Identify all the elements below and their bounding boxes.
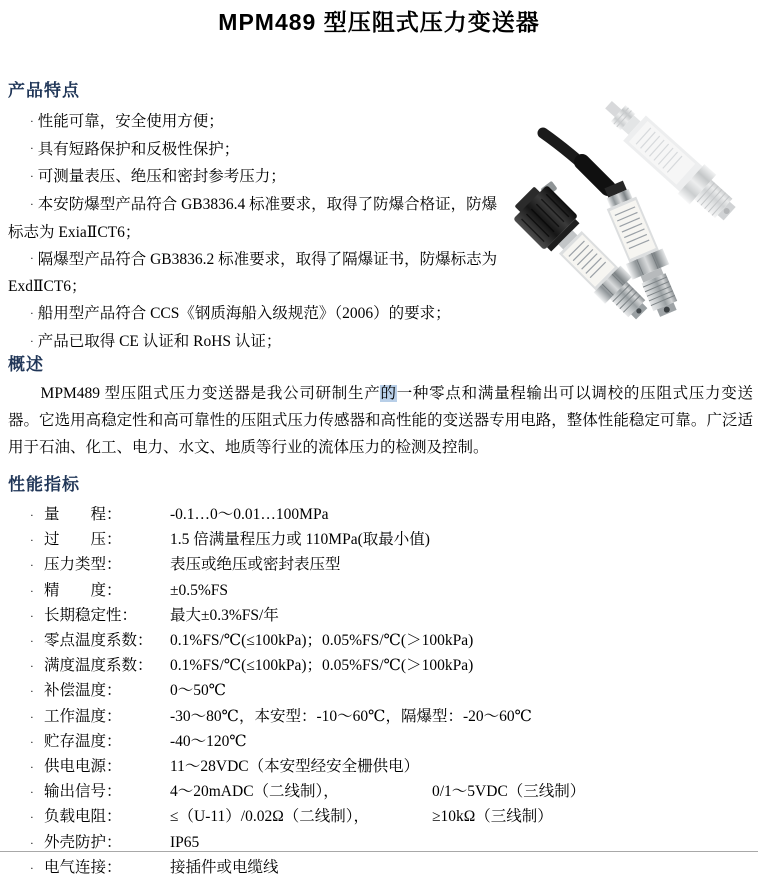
spec-row bbox=[8, 579, 753, 604]
overview-text-after: 一种零点和满量程输出可以调校的压阻式压力变送器。它选用高稳定性和高可靠性的压阻式压力传感器和高性能的变送器专用电路，整体性能稳定可靠。广泛适用于石油、化工、电力、水文、地质等行业的流体压力的检测及控制。 bbox=[8, 385, 753, 456]
spec-value: 0.1%FS/℃(≤100kPa)；0.05%FS/℃(＞100kPa) bbox=[170, 657, 474, 675]
bullet-icon: · bbox=[30, 862, 34, 875]
bottom-divider bbox=[0, 851, 758, 852]
spec-label: 压力类型： bbox=[44, 556, 122, 574]
bullet-icon: · bbox=[30, 837, 34, 850]
specs-heading: 性能指标 bbox=[8, 475, 80, 494]
spec-label: 精 度： bbox=[44, 581, 122, 599]
spec-row bbox=[8, 831, 753, 856]
spec-value: -40～120℃ bbox=[170, 732, 247, 750]
spec-value: 最大±0.3%FS/年 bbox=[170, 606, 279, 624]
feature-item bbox=[8, 300, 500, 328]
bullet-icon: · bbox=[30, 812, 34, 825]
section-overview bbox=[8, 350, 753, 461]
spec-row bbox=[8, 705, 753, 730]
spec-value: 11～28VDC（本安型经安全栅供电） bbox=[170, 758, 420, 776]
bullet-icon: · bbox=[30, 762, 34, 775]
feature-text: 隔爆型产品符合 GB3836.2 标准要求，取得了隔爆证书，防爆标志为 ExdⅡCT6； bbox=[8, 250, 498, 296]
bullet-icon: · bbox=[30, 171, 34, 184]
bullet-icon: · bbox=[30, 610, 34, 623]
spec-label: 过 压： bbox=[44, 531, 122, 549]
spec-value: ±0.5%FS bbox=[170, 581, 229, 599]
spec-label: 满度温度系数： bbox=[44, 657, 153, 675]
spec-value: 0～50℃ bbox=[170, 682, 227, 700]
spec-label: 补偿温度： bbox=[44, 682, 122, 700]
spec-value: IP65 bbox=[170, 833, 200, 851]
spec-label: 外壳防护： bbox=[44, 833, 122, 851]
overview-text-before: MPM489 型压阻式压力变送器是我公司研制生产 bbox=[40, 385, 381, 402]
spec-row bbox=[8, 730, 753, 755]
overview-heading: 概述 bbox=[8, 355, 44, 374]
spec-row bbox=[8, 780, 753, 805]
bullet-icon: · bbox=[30, 711, 34, 724]
feature-text: 性能可靠，安全使用方便； bbox=[37, 113, 224, 130]
section-specs bbox=[8, 470, 753, 881]
spec-value: ≤（U-11）/0.02Ω（二线制）， bbox=[170, 808, 369, 826]
spec-label: 贮存温度： bbox=[44, 732, 122, 750]
spec-row bbox=[8, 805, 753, 830]
spec-row bbox=[8, 654, 753, 679]
bullet-icon: · bbox=[30, 661, 34, 674]
bullet-icon: · bbox=[30, 560, 34, 573]
bullet-icon: · bbox=[30, 787, 34, 800]
feature-text: 可测量表压、绝压和密封参考压力； bbox=[37, 168, 286, 186]
feature-item bbox=[8, 136, 500, 164]
spec-row bbox=[8, 629, 753, 654]
spec-row bbox=[8, 553, 753, 578]
spec-label: 量 程： bbox=[44, 506, 122, 523]
features-heading: 产品特点 bbox=[8, 81, 80, 100]
feature-item bbox=[8, 246, 500, 301]
bullet-icon: · bbox=[30, 198, 34, 211]
spec-label: 工作温度： bbox=[44, 707, 122, 725]
spec-row bbox=[8, 755, 753, 780]
spec-value: 0.1%FS/℃(≤100kPa)；0.05%FS/℃(＞100kPa) bbox=[170, 632, 474, 650]
bullet-icon: · bbox=[30, 115, 34, 128]
pressure-transmitters-image bbox=[498, 84, 758, 336]
spec-value-secondary: ≥10kΩ（三线制） bbox=[432, 808, 553, 826]
spec-list bbox=[8, 503, 753, 881]
bullet-icon: · bbox=[30, 143, 34, 156]
spec-label: 电气连接： bbox=[44, 858, 122, 876]
spec-label: 长期稳定性： bbox=[44, 606, 138, 624]
bullet-icon: · bbox=[30, 686, 34, 699]
highlighted-character: 的 bbox=[380, 385, 397, 402]
document-title: MPM489 型压阻式压力变送器 bbox=[218, 9, 540, 35]
bullet-icon: · bbox=[30, 736, 34, 749]
feature-text: 船用型产品符合 CCS《钢质海船入级规范》（2006）的要求； bbox=[37, 305, 451, 323]
spec-value: 接插件或电缆线 bbox=[170, 858, 279, 876]
feature-item bbox=[8, 163, 500, 191]
bullet-icon: · bbox=[30, 335, 34, 348]
bullet-icon: · bbox=[30, 535, 34, 548]
section-features bbox=[8, 76, 500, 356]
spec-label: 零点温度系数： bbox=[44, 632, 153, 650]
feature-item bbox=[8, 191, 500, 246]
spec-row bbox=[8, 856, 753, 881]
spec-label: 输出信号： bbox=[44, 783, 122, 801]
features-list bbox=[8, 108, 500, 356]
bullet-icon: · bbox=[30, 253, 34, 266]
overview-paragraph bbox=[8, 380, 753, 461]
feature-item bbox=[8, 108, 500, 136]
feature-text: 产品已取得 CE 认证和 RoHS 认证； bbox=[37, 333, 282, 351]
bullet-icon: · bbox=[30, 510, 34, 522]
spec-value: 4～20mADC（二线制）， bbox=[170, 783, 339, 801]
bullet-icon: · bbox=[30, 585, 34, 598]
product-photo bbox=[498, 84, 758, 336]
spec-value: 1.5 倍满量程压力或 110MPa(取最小值) bbox=[170, 531, 430, 549]
bullet-icon: · bbox=[30, 308, 34, 321]
spec-row bbox=[8, 604, 753, 629]
spec-value: -30～80℃，本安型：-10～60℃，隔爆型：-20～60℃ bbox=[170, 707, 533, 725]
feature-text: 本安防爆型产品符合 GB3836.4 标准要求，取得了防爆合格证，防爆标志为 ExiaⅡCT6； bbox=[8, 196, 498, 241]
spec-label: 供电电源： bbox=[44, 758, 122, 776]
feature-text: 具有短路保护和反极性保护； bbox=[37, 140, 240, 158]
spec-value: -0.1…0～0.01…100MPa bbox=[170, 506, 329, 523]
spec-value: 表压或绝压或密封表压型 bbox=[170, 556, 341, 574]
spec-row bbox=[8, 503, 753, 528]
spec-row bbox=[8, 679, 753, 704]
spec-label: 负载电阻： bbox=[44, 808, 122, 826]
spec-row bbox=[8, 528, 753, 553]
spec-value-secondary: 0/1～5VDC（三线制） bbox=[432, 783, 586, 801]
bullet-icon: · bbox=[30, 636, 34, 649]
